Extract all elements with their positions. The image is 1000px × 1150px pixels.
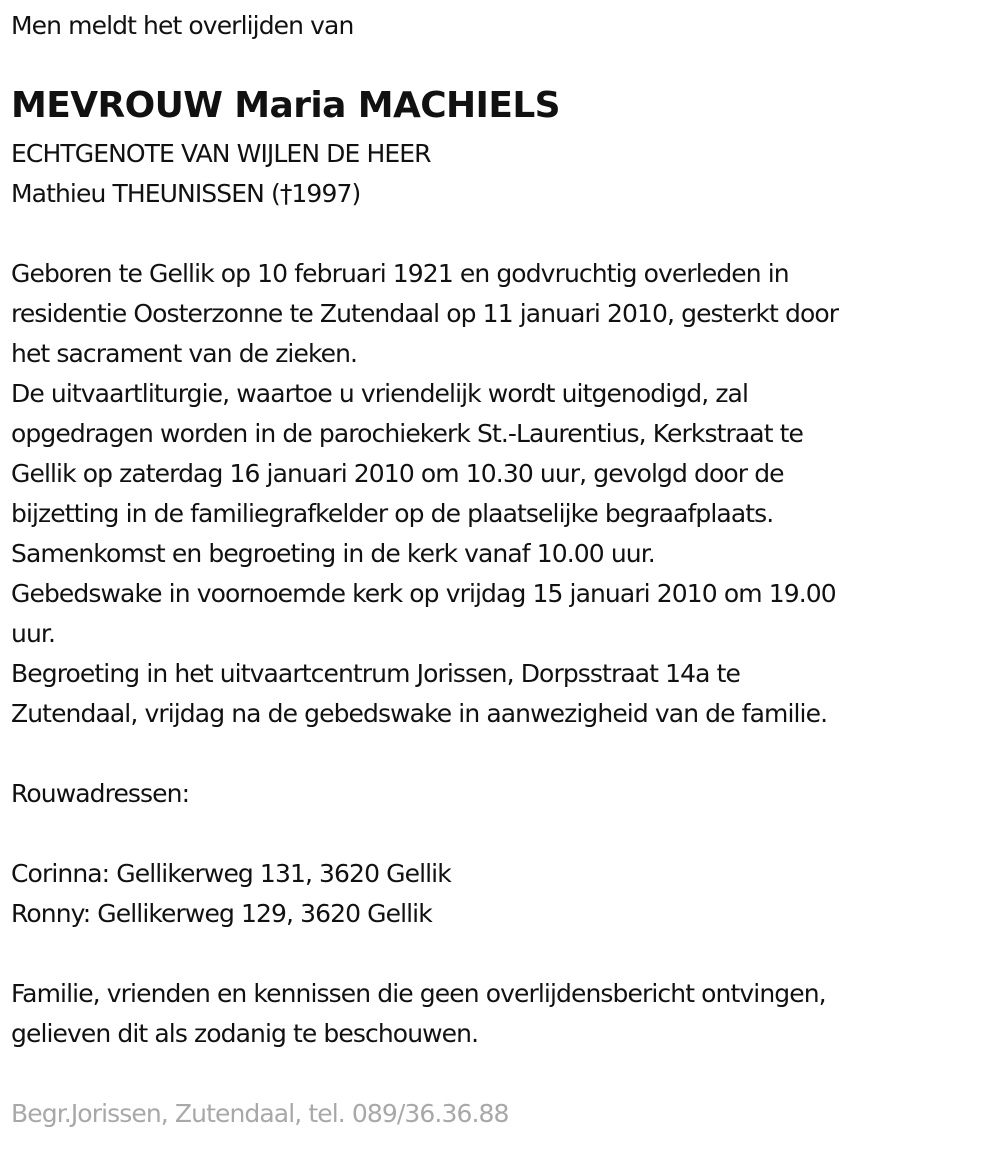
- body-line: Begroeting in het uitvaartcentrum Jorissen, Dorpsstraat 14a te: [11, 659, 740, 688]
- body-line: het sacrament van de zieken.: [11, 339, 358, 368]
- address-item: Ronny: Gellikerweg 129, 3620 Gellik: [11, 899, 432, 928]
- deceased-name: MEVROUW Maria MACHIELS: [11, 85, 561, 126]
- body-line: residentie Oosterzonne te Zutendaal op 11 januari 2010, gesterkt door: [11, 299, 839, 328]
- address-item: Corinna: Gellikerweg 131, 3620 Gellik: [11, 859, 451, 888]
- body-line: opgedragen worden in de parochiekerk St.-Laurentius, Kerkstraat te: [11, 419, 804, 448]
- body-line: Geboren te Gellik op 10 februari 1921 en godvruchtig overleden in: [11, 259, 789, 288]
- addresses-title: Rouwadressen:: [11, 779, 190, 808]
- closing-line: Familie, vrienden en kennissen die geen overlijdensbericht ontvingen,: [11, 979, 826, 1008]
- body-line: Samenkomst en begroeting in de kerk vanaf 10.00 uur.: [11, 539, 655, 568]
- intro-text: Men meldt het overlijden van: [11, 11, 354, 40]
- body-line: De uitvaartliturgie, waartoe u vriendelijk wordt uitgenodigd, zal: [11, 379, 749, 408]
- body-line: Zutendaal, vrijdag na de gebedswake in aanwezigheid van de familie.: [11, 699, 828, 728]
- body-line: uur.: [11, 619, 56, 648]
- addresses-list: [11, 854, 451, 934]
- closing-note: [11, 974, 826, 1054]
- body-line: Gebedswake in voornoemde kerk op vrijdag 15 januari 2010 om 19.00: [11, 579, 836, 608]
- body-line: bijzetting in de familiegrafkelder op de plaatselijke begraafplaats.: [11, 499, 774, 528]
- spouse-line: Mathieu THEUNISSEN (†1997): [11, 179, 361, 208]
- funeral-home-footer: Begr.Jorissen, Zutendaal, tel. 089/36.36.88: [11, 1099, 509, 1128]
- closing-line: gelieven dit als zodanig te beschouwen.: [11, 1019, 479, 1048]
- notice-body: [11, 254, 838, 734]
- spouse-block: [11, 134, 431, 214]
- body-line: Gellik op zaterdag 16 januari 2010 om 10.30 uur, gevolgd door de: [11, 459, 784, 488]
- spouse-line: ECHTGENOTE VAN WIJLEN DE HEER: [11, 139, 431, 168]
